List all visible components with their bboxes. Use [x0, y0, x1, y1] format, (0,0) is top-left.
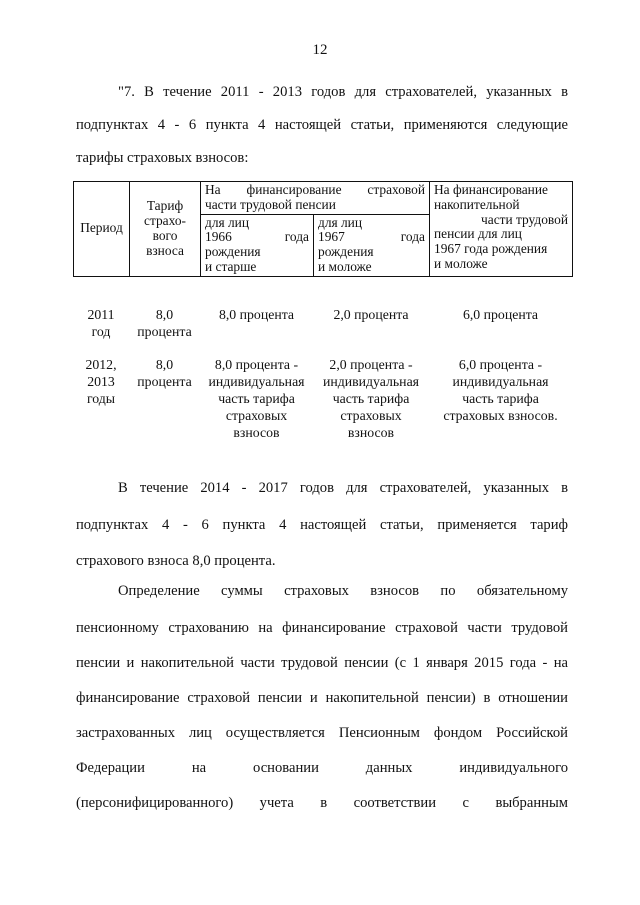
para2-line-2: подпунктах 4 - 6 пункта 4 настоящей статьи, применяется тариф	[76, 517, 568, 533]
para2-line-1: В течение 2014 - 2017 годов для страхователей, указанных в	[118, 480, 568, 496]
header-period: Период	[74, 182, 130, 277]
para3-line-7: (персонифицированного) учета в соответствии с выбранным	[76, 795, 568, 811]
row1-insurance-1966: 8,0 процента	[218, 307, 295, 322]
header-insurance-group: На финансирование страховой части трудовой пенсии	[201, 182, 430, 215]
row1-period: 2011 год	[87, 307, 115, 339]
table-row	[73, 356, 129, 407]
para3-line-1: Определение суммы страховых взносов по обязательному	[118, 583, 568, 599]
header-tariff: Тариф страхо- вого взноса	[130, 182, 201, 277]
row1-insurance-1967: 2,0 процента	[333, 307, 409, 322]
table-row	[73, 306, 129, 340]
para3-line-5: застрахованных лиц осуществляется Пенсионным фондом Российской	[76, 725, 568, 741]
intro-line-3: тарифы страховых взносов:	[76, 150, 249, 166]
para3-line-6: Федерации на основании данных индивидуального	[76, 760, 568, 776]
para3-line-3: пенсии и накопительной части трудовой пенсии (с 1 января 2015 года - на	[76, 655, 568, 671]
para3-line-4: финансирование страховой пенсии и накопительной пенсии) в отношении	[76, 690, 568, 706]
header-funded: На финансирование накопительной части трудовой пенсии для лиц 1967 года рождения и моложе	[430, 182, 573, 277]
para3-line-2: пенсионному страхованию на финансирование страховой части трудовой	[76, 620, 568, 636]
row2-insurance-1967: 2,0 процента - индивидуальная часть тарифа страховых взносов	[322, 357, 420, 440]
intro-line-2: подпунктах 4 - 6 пункта 4 настоящей статьи, применяются следующие	[76, 117, 568, 133]
para2-line-3: страхового взноса 8,0 процента.	[76, 553, 276, 569]
page-number: 12	[312, 42, 328, 58]
row2-funded: 6,0 процента - индивидуальная часть тарифа страховых взносов.	[443, 357, 558, 423]
row2-period: 2012, 2013 годы	[85, 357, 117, 406]
row1-funded: 6,0 процента	[462, 307, 539, 322]
header-insurance-1967: для лиц 1967 года рождения и моложе	[314, 214, 430, 276]
tariff-table-header	[73, 181, 573, 277]
row2-insurance-1966: 8,0 процента - индивидуальная часть тарифа страховых взносов	[208, 357, 305, 440]
intro-line-1: "7. В течение 2011 - 2013 годов для страхователей, указанных в	[118, 84, 568, 100]
header-insurance-1966: для лиц 1966 года рождения и старше	[201, 214, 314, 276]
row2-tariff: 8,0 процента	[137, 357, 192, 389]
row1-tariff: 8,0 процента	[137, 307, 192, 339]
